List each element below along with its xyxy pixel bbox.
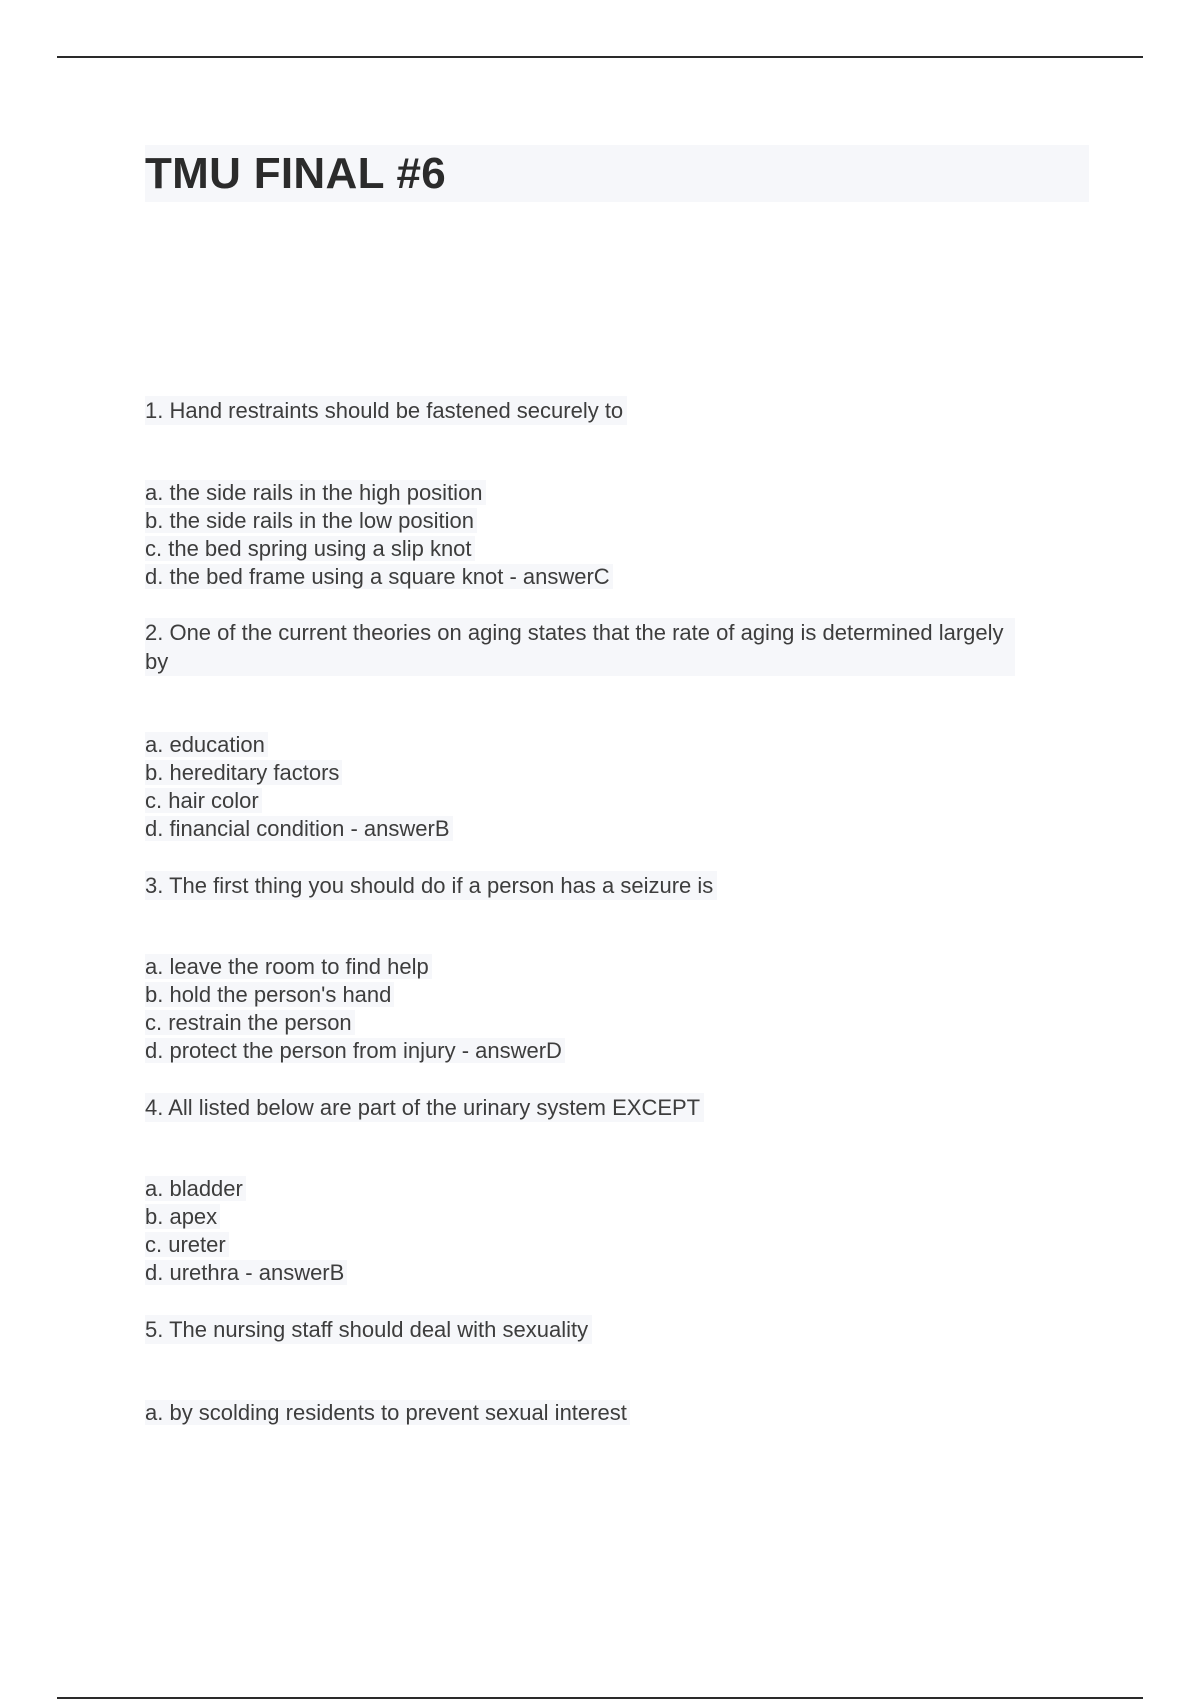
option: c. the bed spring using a slip knot <box>145 535 613 563</box>
option: a. leave the room to find help <box>145 953 565 981</box>
top-rule <box>57 56 1143 58</box>
question-prompt: 1. Hand restraints should be fastened securely to <box>145 396 627 425</box>
option: d. the bed frame using a square knot - answerC <box>145 563 613 591</box>
question-4 <box>145 1093 704 1122</box>
question-3 <box>145 871 717 900</box>
option: d. urethra - answerB <box>145 1259 347 1287</box>
option: d. protect the person from injury - answerD <box>145 1037 565 1065</box>
question-prompt: 3. The first thing you should do if a person has a seizure is <box>145 871 717 900</box>
option: a. the side rails in the high position <box>145 479 613 507</box>
option: b. hold the person's hand <box>145 981 565 1009</box>
question-prompt: 5. The nursing staff should deal with sexuality <box>145 1315 592 1344</box>
question-1 <box>145 396 627 425</box>
question-4-options <box>145 1175 347 1287</box>
option: a. bladder <box>145 1175 347 1203</box>
question-2-options <box>145 731 453 843</box>
question-prompt: 4. All listed below are part of the urinary system EXCEPT <box>145 1093 704 1122</box>
option: b. apex <box>145 1203 347 1231</box>
question-1-options <box>145 479 613 591</box>
page-title: TMU FINAL #6 <box>145 149 447 198</box>
question-5-options <box>145 1399 630 1427</box>
option: b. hereditary factors <box>145 759 453 787</box>
question-5 <box>145 1315 592 1344</box>
question-prompt: 2. One of the current theories on aging states that the rate of aging is determined largely by <box>145 618 1015 676</box>
option: a. education <box>145 731 453 759</box>
option: a. by scolding residents to prevent sexual interest <box>145 1399 630 1427</box>
option: c. ureter <box>145 1231 347 1259</box>
question-3-options <box>145 953 565 1065</box>
option: c. restrain the person <box>145 1009 565 1037</box>
option: b. the side rails in the low position <box>145 507 613 535</box>
question-2 <box>145 618 1015 676</box>
option: d. financial condition - answerB <box>145 815 453 843</box>
bottom-rule <box>57 1697 1143 1699</box>
option: c. hair color <box>145 787 453 815</box>
